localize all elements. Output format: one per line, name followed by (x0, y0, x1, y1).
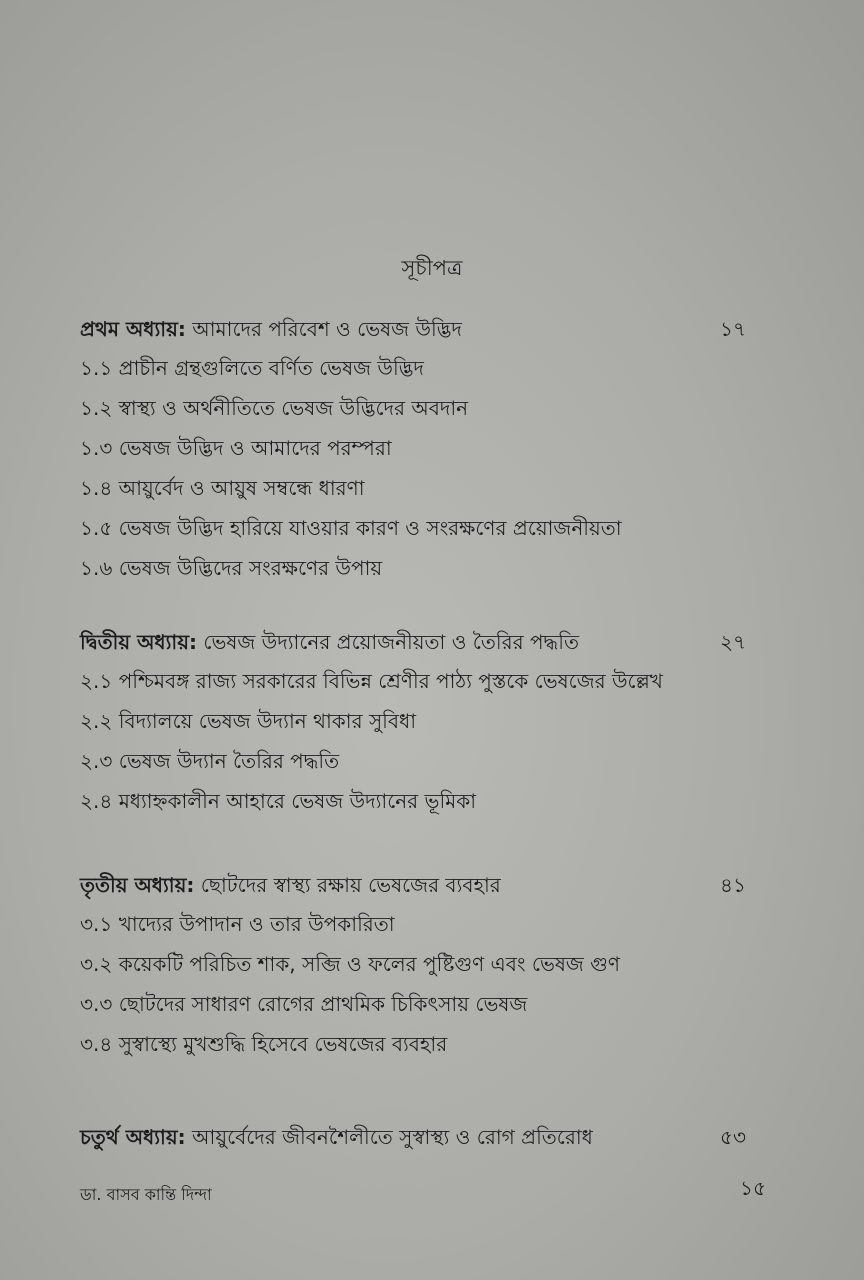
section-item: ১.২ স্বাস্থ্য ও অর্থনীতিতে ভেষজ উদ্ভিদের অবদান (80, 396, 469, 420)
chapter-label: তৃতীয় অধ্যায়: (80, 873, 195, 897)
section-item: ৩.৩ ছোটদের সাধারণ রোগের প্রাথমিক চিকিৎসায় ভেষজ (80, 992, 528, 1016)
page-title: সূচীপত্র (401, 256, 463, 280)
section-item: ৩.১ খাদ্যের উপাদান ও তার উপকারিতা (80, 912, 395, 936)
chapter-heading (80, 310, 780, 348)
footer-author: ডা. বাসব কান্তি দিন্দা (80, 1185, 212, 1204)
section-item: ১.৫ ভেষজ উদ্ভিদ হারিয়ে যাওয়ার কারণ ও সংরক্ষণের প্রয়োজনীয়তা (80, 516, 622, 540)
section-item: ১.৬ ভেষজ উদ্ভিদের সংরক্ষণের উপায় (80, 556, 383, 580)
chapter-page-number: ৫৩ (720, 1125, 746, 1149)
chapter-label: চতুর্থ অধ্যায়: (80, 1125, 186, 1149)
chapter-3 (80, 866, 780, 1064)
chapter-heading (80, 866, 780, 904)
chapter-page-number: ৪১ (720, 873, 746, 897)
chapter-2 (80, 623, 780, 821)
section-item: ২.৩ ভেষজ উদ্যান তৈরির পদ্ধতি (80, 749, 340, 773)
section-item: ২.৪ মধ্যাহ্নকালীন আহারে ভেষজ উদ্যানের ভূমিকা (80, 789, 477, 813)
chapter-page-number: ২৭ (720, 630, 747, 654)
section-item: ২.১ পশ্চিমবঙ্গ রাজ্য সরকারের বিভিন্ন শ্রেণীর পাঠ্য পুস্তকে ভেষজের উল্লেখ (80, 669, 663, 693)
section-item: ৩.৪ সুস্বাস্থ্যে মুখশুদ্ধি হিসেবে ভেষজের ব্যবহার (80, 1032, 448, 1056)
section-item: ১.১ প্রাচীন গ্রন্থগুলিতে বর্ণিত ভেষজ উদ্ভিদ (80, 356, 424, 380)
chapter-title: আয়ুর্বেদের জীবনশৈলীতে সুস্বাস্থ্য ও রোগ প্রতিরোধ (191, 1125, 593, 1149)
section-item: ২.২ বিদ্যালয়ে ভেষজ উদ্যান থাকার সুবিধা (80, 709, 417, 733)
chapter-4 (80, 1118, 780, 1156)
footer-page-number: ১৫ (740, 1176, 766, 1200)
chapter-title: ছোটদের স্বাস্থ্য রক্ষায় ভেষজের ব্যবহার (200, 873, 501, 897)
chapter-label: প্রথম অধ্যায়: (80, 317, 186, 341)
section-item: ৩.২ কয়েকটি পরিচিত শাক, সব্জি ও ফলের পুষ্টিগুণ এবং ভেষজ গুণ (80, 952, 620, 976)
chapter-title: ভেষজ উদ্যানের প্রয়োজনীয়তা ও তৈরির পদ্ধতি (203, 630, 579, 654)
chapter-title: আমাদের পরিবেশ ও ভেষজ উদ্ভিদ (192, 317, 462, 341)
chapter-heading (80, 1118, 780, 1156)
chapter-1 (80, 310, 780, 588)
chapter-label: দ্বিতীয় অধ্যায়: (80, 630, 197, 654)
chapter-page-number: ১৭ (720, 317, 746, 341)
section-item: ১.৩ ভেষজ উদ্ভিদ ও আমাদের পরম্পরা (80, 436, 392, 460)
section-item: ১.৪ আয়ুর্বেদ ও আয়ুষ সম্বন্ধে ধারণা (80, 476, 365, 500)
chapter-heading (80, 623, 780, 661)
